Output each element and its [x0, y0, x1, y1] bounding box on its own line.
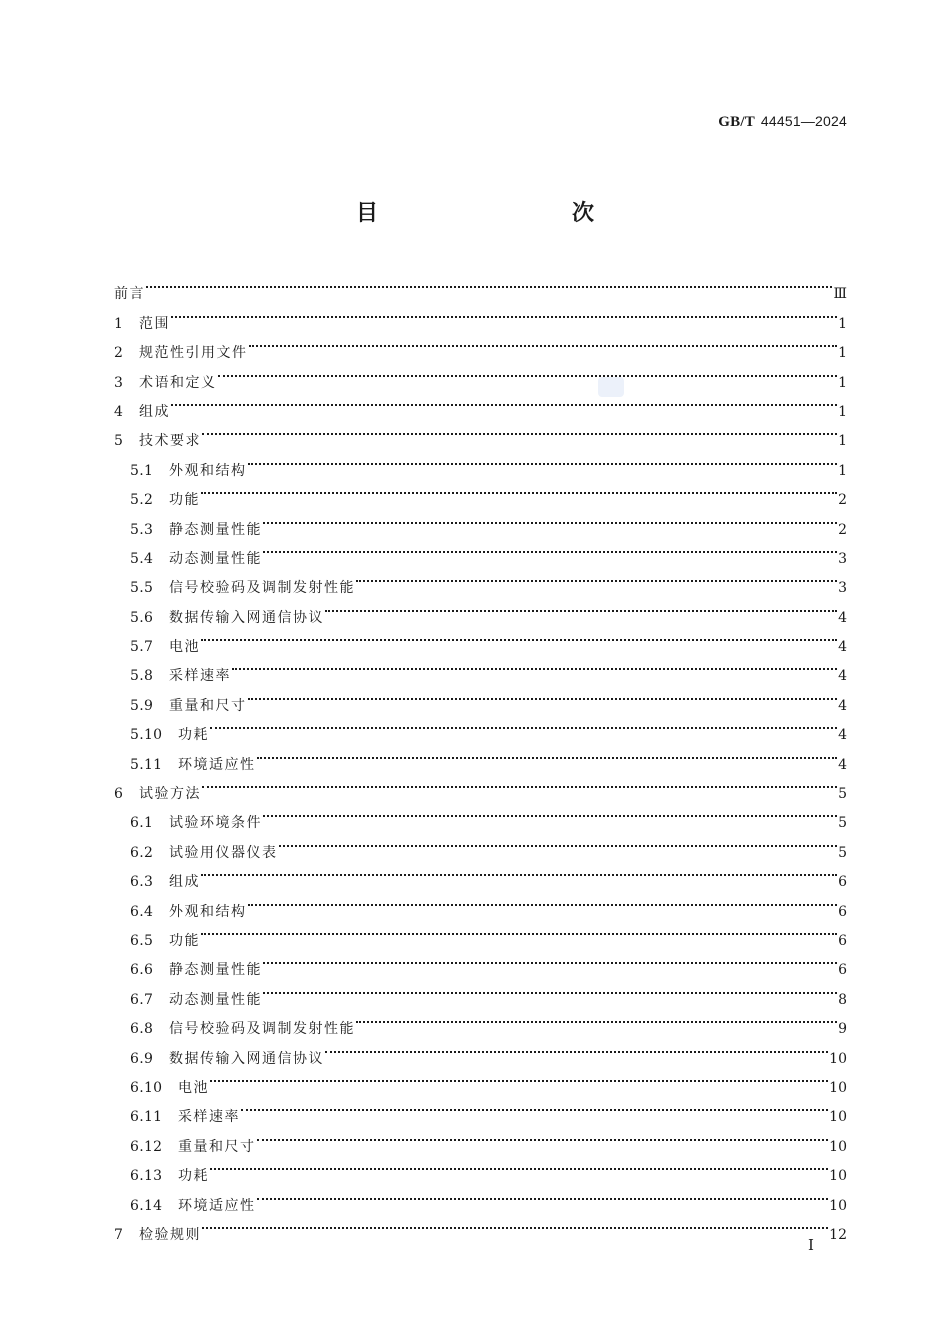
toc-entry-label: 外观和结构	[169, 903, 247, 920]
toc-dot-leader	[263, 534, 837, 563]
toc-entry-number: 5.6	[130, 609, 154, 626]
toc-entry-label: 电池	[169, 639, 200, 656]
toc-entry-page: 4	[838, 727, 847, 744]
toc-entry-label: 采样速率	[169, 668, 231, 685]
standard-code	[718, 113, 847, 131]
toc-dot-leader	[201, 475, 837, 504]
toc-entry-number: 5.11	[130, 756, 163, 773]
toc-entry-label: 数据传输入网通信协议	[169, 609, 324, 626]
toc-dot-leader	[171, 387, 837, 416]
toc-entry-label: 重量和尺寸	[169, 697, 247, 714]
toc-entry-number: 6.5	[130, 932, 154, 949]
toc-dot-leader	[249, 328, 838, 357]
toc-dot-leader	[325, 592, 837, 621]
toc-dot-leader	[201, 916, 837, 945]
toc-entry[interactable]	[114, 504, 847, 538]
toc-entry-number: 3	[114, 374, 124, 391]
toc-entry-number: 6.7	[130, 991, 154, 1008]
toc-entry-number: 5.5	[130, 580, 154, 597]
toc-dot-leader	[202, 769, 837, 798]
toc-entry-page: 2	[838, 521, 847, 538]
toc-entry-label: 功耗	[178, 727, 209, 744]
toc-entry-page: 10	[829, 1138, 847, 1155]
toc-entry[interactable]	[114, 328, 847, 362]
toc-entry-page: 1	[838, 315, 847, 332]
toc-dot-leader	[210, 710, 837, 739]
standard-number: 44451—2024	[760, 113, 847, 129]
toc-entry-page: 5	[838, 844, 847, 861]
toc-entry-label: 范围	[139, 315, 170, 332]
toc-entry[interactable]	[114, 1092, 847, 1126]
toc-entry-page: 4	[838, 756, 847, 773]
toc-entry-page: 6	[838, 874, 847, 891]
toc-entry-page: Ⅲ	[833, 286, 847, 303]
toc-entry-number: 6.1	[130, 815, 154, 832]
toc-entry[interactable]	[114, 1180, 847, 1214]
toc-entry-label: 试验用仪器仪表	[169, 844, 278, 861]
toc-entry-number: 7	[114, 1226, 124, 1243]
toc-entry-number: 5.4	[130, 550, 154, 567]
toc-entry[interactable]	[114, 886, 847, 920]
toc-entry-label: 外观和结构	[169, 462, 247, 479]
toc-entry-page: 1	[838, 374, 847, 391]
toc-entry-label: 重量和尺寸	[178, 1138, 256, 1155]
toc-dot-leader	[201, 857, 837, 886]
toc-entry-number: 6.13	[130, 1168, 163, 1185]
toc-entry-page: 5	[838, 786, 847, 803]
toc-entry[interactable]	[114, 739, 847, 773]
toc-entry-page: 10	[829, 1050, 847, 1067]
toc-entry-number: 6.8	[130, 1021, 154, 1038]
toc-entry-page: 4	[838, 697, 847, 714]
toc-dot-leader	[218, 357, 838, 386]
toc-entry-label: 试验方法	[139, 786, 201, 803]
toc-entry-number: 5.2	[130, 492, 154, 509]
toc-entry-label: 静态测量性能	[169, 521, 262, 538]
toc-entry-number: 6.9	[130, 1050, 154, 1067]
toc-entry[interactable]	[114, 1151, 847, 1185]
toc-entry-label: 信号校验码及调制发射性能	[169, 580, 355, 597]
toc-dot-leader	[248, 680, 838, 709]
toc-entry[interactable]	[114, 622, 847, 656]
toc-entry-page: 6	[838, 903, 847, 920]
toc-dot-leader	[201, 622, 837, 651]
toc-entry-number: 5.3	[130, 521, 154, 538]
toc-dot-leader	[257, 739, 838, 768]
toc-entry-number: 6	[114, 786, 124, 803]
toc-dot-leader	[257, 1180, 829, 1209]
toc-entry-number: 6.10	[130, 1079, 163, 1096]
toc-entry[interactable]	[114, 651, 847, 685]
toc-entry-number: 6.6	[130, 962, 154, 979]
toc-entry[interactable]	[114, 769, 847, 803]
toc-dot-leader	[325, 1033, 828, 1062]
toc-entry-label: 检验规则	[139, 1226, 201, 1243]
toc-entry[interactable]	[114, 475, 847, 509]
toc-entry-label: 功能	[169, 492, 200, 509]
toc-entry-label: 规范性引用文件	[139, 345, 248, 362]
toc-dot-leader	[263, 945, 837, 974]
toc-entry-page: 4	[838, 639, 847, 656]
toc-entry[interactable]	[114, 269, 847, 303]
toc-dot-leader	[171, 298, 837, 327]
toc-entry-label: 动态测量性能	[169, 550, 262, 567]
toc-entry-label: 采样速率	[178, 1109, 240, 1126]
toc-entry-page: 1	[838, 462, 847, 479]
toc-entry-number: 6.12	[130, 1138, 163, 1155]
toc-entry-number: 6.2	[130, 844, 154, 861]
toc-entry[interactable]	[114, 798, 847, 832]
toc-dot-leader	[257, 1121, 829, 1150]
toc-entry-number: 6.3	[130, 874, 154, 891]
toc-entry-page: 3	[838, 550, 847, 567]
toc-entry-label: 功耗	[178, 1168, 209, 1185]
toc-entry[interactable]	[114, 1063, 847, 1096]
toc-dot-leader	[210, 1063, 828, 1092]
toc-entry-label: 组成	[139, 403, 170, 420]
toc-entry-label: 数据传输入网通信协议	[169, 1050, 324, 1067]
toc-dot-leader	[232, 651, 837, 680]
toc-dot-leader	[356, 1004, 837, 1033]
toc-dot-leader	[356, 563, 837, 592]
toc-entry-page: 3	[838, 580, 847, 597]
toc-entry-page: 1	[838, 403, 847, 420]
toc-entry-page: 10	[829, 1168, 847, 1185]
toc-entry-number: 5	[114, 433, 124, 450]
toc-entry-page: 12	[829, 1226, 847, 1243]
toc-entry-number: 6.14	[130, 1197, 163, 1214]
toc-entry[interactable]	[114, 945, 847, 979]
toc-entry-label: 环境适应性	[178, 756, 256, 773]
toc-dot-leader	[279, 827, 838, 856]
toc-entry-label: 电池	[178, 1079, 209, 1096]
toc-dot-leader	[210, 1151, 828, 1180]
toc-entry-label: 静态测量性能	[169, 962, 262, 979]
toc-dot-leader	[248, 886, 838, 915]
toc-dot-leader	[202, 416, 837, 445]
toc-entry-page: 1	[838, 433, 847, 450]
toc-entry-label: 动态测量性能	[169, 991, 262, 1008]
toc-dot-leader	[248, 445, 838, 474]
toc-entry-label: 术语和定义	[139, 374, 217, 391]
toc-entry-number: 6.11	[130, 1109, 163, 1126]
toc-entry-number: 4	[114, 403, 124, 420]
toc-entry[interactable]	[114, 1210, 847, 1243]
toc-entry-label: 信号校验码及调制发射性能	[169, 1021, 355, 1038]
toc-entry-number: 5.8	[130, 668, 154, 685]
toc-entry-number: 1	[114, 315, 124, 332]
toc-entry-label: 前言	[114, 286, 145, 303]
standard-prefix: GB/T	[718, 114, 755, 130]
toc-entry-page: 2	[838, 492, 847, 509]
toc-dot-leader	[263, 974, 837, 1003]
toc-title: 目 次	[355, 201, 644, 226]
toc-entry-label: 试验环境条件	[169, 815, 262, 832]
toc-entry-number: 5.10	[130, 727, 163, 744]
toc-entry-page: 9	[838, 1021, 847, 1038]
toc-entry-page: 5	[838, 815, 847, 832]
toc-entry[interactable]	[114, 916, 847, 949]
toc-entry-label: 功能	[169, 932, 200, 949]
toc-entry-number: 5.1	[130, 462, 154, 479]
toc-entry-page: 10	[829, 1109, 847, 1126]
toc-entry[interactable]	[114, 857, 847, 891]
toc-entry[interactable]	[114, 298, 847, 332]
toc-dot-leader	[146, 269, 832, 298]
toc-entry-page: 4	[838, 609, 847, 626]
toc-entry-label: 技术要求	[139, 433, 201, 450]
table-of-contents	[114, 269, 847, 1243]
toc-dot-leader	[263, 504, 837, 533]
toc-entry-number: 5.9	[130, 697, 154, 714]
toc-dot-leader	[202, 1210, 828, 1239]
toc-entry-page: 1	[838, 345, 847, 362]
toc-entry-number: 6.4	[130, 903, 154, 920]
toc-entry[interactable]	[114, 445, 847, 479]
toc-dot-leader	[263, 798, 837, 827]
toc-entry-number: 2	[114, 345, 124, 362]
toc-entry-page: 6	[838, 962, 847, 979]
toc-entry-number: 5.7	[130, 639, 154, 656]
toc-entry-page: 10	[829, 1079, 847, 1096]
toc-entry[interactable]	[114, 416, 847, 450]
toc-entry[interactable]	[114, 357, 847, 391]
toc-entry[interactable]	[114, 387, 847, 420]
toc-entry-page: 6	[838, 932, 847, 949]
toc-entry-label: 环境适应性	[178, 1197, 256, 1214]
toc-dot-leader	[241, 1092, 828, 1121]
toc-entry-page: 8	[838, 991, 847, 1008]
page-number: I	[808, 1236, 814, 1254]
toc-entry[interactable]	[114, 710, 847, 744]
toc-entry-page: 4	[838, 668, 847, 685]
toc-entry-page: 10	[829, 1197, 847, 1214]
toc-entry-label: 组成	[169, 874, 200, 891]
